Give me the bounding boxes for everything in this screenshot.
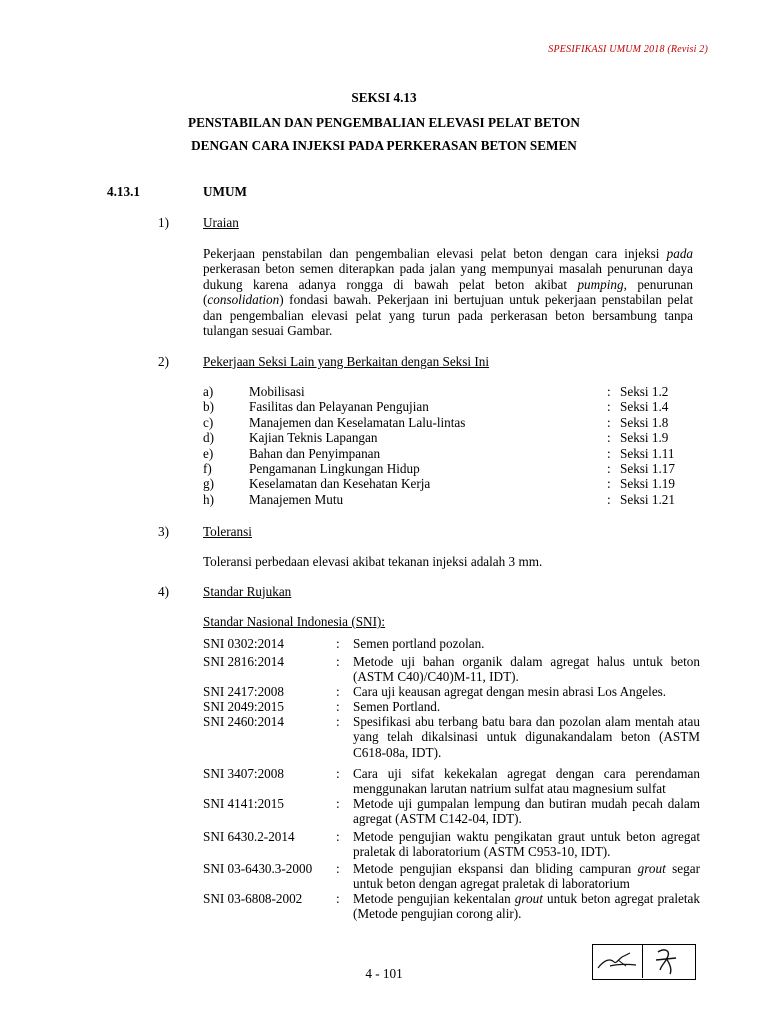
related-ref: Seksi 1.4 <box>620 399 669 415</box>
related-colon: : <box>607 430 611 446</box>
sni-colon: : <box>336 829 340 844</box>
related-section-row <box>203 446 693 461</box>
sni-description: Spesifikasi abu terbang batu bara dan pozolan alam mentah atau yang telah dikalsinasi untuk digunakandalam beton (ASTM C618-08a, IDT). <box>353 714 700 760</box>
related-letter: b) <box>203 399 214 415</box>
related-colon: : <box>607 414 611 430</box>
sni-description: Metode pengujian kekentalan grout untuk beton agregat praletak (Metode pengujian corong alir). <box>353 891 701 922</box>
section-title-line-1: PENSTABILAN DAN PENGEMBALIAN ELEVASI PELAT BETON <box>188 115 580 130</box>
sni-description: Metode pengujian ekspansi dan bliding campuran grout segar untuk beton dengan agregat praletak di laboratorium <box>353 861 700 892</box>
sni-colon: : <box>336 891 340 906</box>
related-name: Bahan dan Penyimpanan <box>249 445 381 461</box>
related-ref: Seksi 1.21 <box>620 491 675 507</box>
related-letter: e) <box>203 445 214 461</box>
sni-description: Metode uji gumpalan lempung dan butiran mudah pecah dalam agregat (ASTM C142-04, IDT). <box>353 796 700 827</box>
related-name: Mobilisasi <box>249 384 305 399</box>
sni-colon: : <box>336 636 340 651</box>
sni-code: SNI 4141:2015 <box>203 796 284 811</box>
related-name: Kajian Teknis Lapangan <box>249 430 378 446</box>
uraian-paragraph: Pekerjaan penstabilan dan pengembalian elevasi pelat beton dengan cara injeksi pada perkerasan beton semen diterapkan pada jalan yang mempunyai masalah penurunan daya dukung karena adanya rongga di bawah pelat beton akibat pumping, penurunan (consolidation) fondasi bawah. Pekerjaan ini bertujuan untuk pekerjaan penstabilan pelat dan pengembalian elevasi pelat yang turun pada perkerasan beton bersambung tanpa tulangan sesuai Gambar. <box>203 246 693 339</box>
sni-description: Cara uji sifat kekekalan agregat dengan cara perendaman menggunakan larutan natrium sulfat atau magnesium sulfat <box>353 766 700 797</box>
related-section-row <box>203 476 693 491</box>
related-letter: f) <box>203 460 212 476</box>
related-letter: h) <box>203 491 214 507</box>
spec-header: SPESIFIKASI UMUM 2018 (Revisi 2) <box>548 44 708 55</box>
sni-code: SNI 03-6430.3-2000 <box>203 861 313 876</box>
related-section-row <box>203 461 693 476</box>
related-name: Manajemen dan Keselamatan Lalu-lintas <box>249 414 466 430</box>
related-section-row <box>203 415 693 430</box>
signature-initial-1 <box>596 948 638 974</box>
sni-colon: : <box>336 699 340 714</box>
related-letter: g) <box>203 476 214 492</box>
sni-subtitle: Standar Nasional Indonesia (SNI): <box>203 614 386 629</box>
sni-code: SNI 0302:2014 <box>203 636 284 651</box>
related-sections-list <box>203 384 693 507</box>
item-1-title: Uraian <box>203 215 239 230</box>
sni-code: SNI 2417:2008 <box>203 684 284 699</box>
item-2-number: 2) <box>158 354 169 369</box>
sni-colon: : <box>336 766 340 781</box>
related-colon: : <box>607 384 611 399</box>
sni-code: SNI 3407:2008 <box>203 766 284 781</box>
sni-colon: : <box>336 714 340 729</box>
related-section-row <box>203 384 693 399</box>
sni-colon: : <box>336 796 340 811</box>
related-letter: d) <box>203 430 214 446</box>
related-ref: Seksi 1.19 <box>620 476 675 492</box>
related-colon: : <box>607 491 611 507</box>
sni-colon: : <box>336 654 340 669</box>
related-ref: Seksi 1.9 <box>620 430 669 446</box>
related-colon: : <box>607 476 611 492</box>
related-colon: : <box>607 460 611 476</box>
subsection-number: 4.13.1 <box>107 184 140 199</box>
sni-description: Semen portland pozolan. <box>353 636 485 651</box>
related-ref: Seksi 1.8 <box>620 414 669 430</box>
tolerance-text: Toleransi perbedaan elevasi akibat tekanan injeksi adalah 3 mm. <box>203 554 543 569</box>
related-letter: c) <box>203 414 214 430</box>
subsection-title: UMUM <box>203 184 247 199</box>
sni-code: SNI 2049:2015 <box>203 699 284 714</box>
related-section-row <box>203 430 693 445</box>
section-title-line-2: DENGAN CARA INJEKSI PADA PERKERASAN BETON SEMEN <box>191 138 577 153</box>
sni-code: SNI 6430.2-2014 <box>203 829 295 844</box>
related-name: Pengamanan Lingkungan Hidup <box>249 460 420 476</box>
item-3-title: Toleransi <box>203 524 252 539</box>
item-4-title: Standar Rujukan <box>203 584 292 599</box>
section-number: SEKSI 4.13 <box>351 90 417 105</box>
sni-description: Metode uji bahan organik dalam agregat halus untuk beton (ASTM C40)/C40)M-11, IDT). <box>353 654 700 685</box>
sni-code: SNI 03-6808-2002 <box>203 891 303 906</box>
sni-colon: : <box>336 684 340 699</box>
related-colon: : <box>607 445 611 461</box>
page-number: 4 - 101 <box>365 966 403 981</box>
related-ref: Seksi 1.17 <box>620 460 675 476</box>
related-colon: : <box>607 399 611 415</box>
sni-code: SNI 2460:2014 <box>203 714 284 729</box>
related-section-row <box>203 492 693 507</box>
signature-initial-2 <box>650 946 686 976</box>
related-letter: a) <box>203 384 214 399</box>
related-name: Fasilitas dan Pelayanan Pengujian <box>249 399 429 415</box>
sni-code: SNI 2816:2014 <box>203 654 284 669</box>
sni-description: Semen Portland. <box>353 699 441 714</box>
sni-colon: : <box>336 861 340 876</box>
item-4-number: 4) <box>158 584 169 599</box>
item-3-number: 3) <box>158 524 169 539</box>
initials-box-divider <box>642 944 643 978</box>
sni-description: Cara uji keausan agregat dengan mesin abrasi Los Angeles. <box>353 684 667 699</box>
item-2-title: Pekerjaan Seksi Lain yang Berkaitan dengan Seksi Ini <box>203 354 490 369</box>
sni-description: Metode pengujian waktu pengikatan graut untuk beton agregat praletak di laboratorium (ASTM C953-10, IDT). <box>353 829 700 860</box>
related-section-row <box>203 399 693 414</box>
related-name: Manajemen Mutu <box>249 491 344 507</box>
related-ref: Seksi 1.2 <box>620 384 669 399</box>
related-ref: Seksi 1.11 <box>620 445 675 461</box>
item-1-number: 1) <box>158 215 169 230</box>
related-name: Keselamatan dan Kesehatan Kerja <box>249 476 431 492</box>
